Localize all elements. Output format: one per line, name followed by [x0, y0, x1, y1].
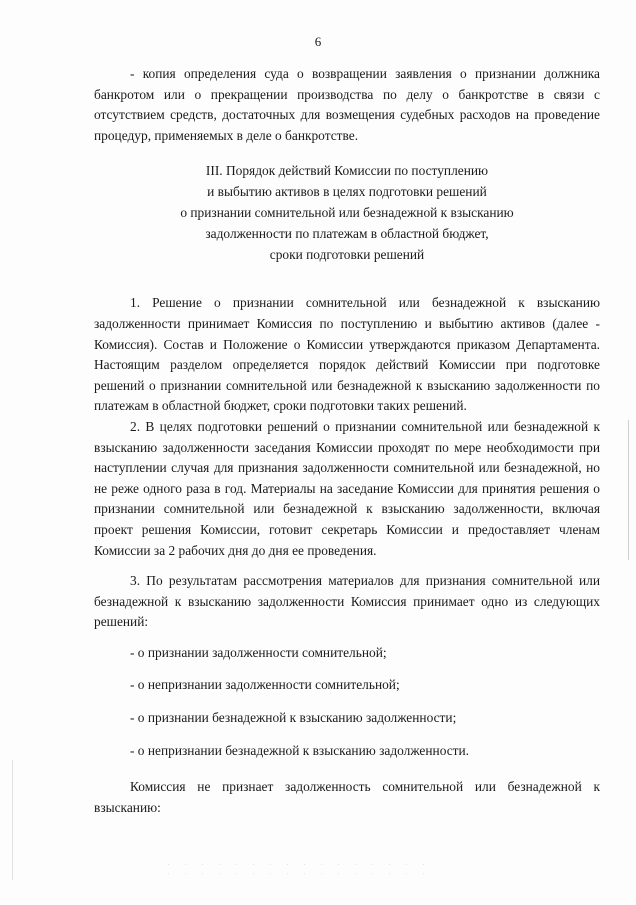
document-body [94, 64, 600, 818]
section-heading [94, 160, 600, 265]
list-item: - о признании задолженности сомнительной; [130, 644, 387, 660]
list-item: - о непризнании безнадежной к взысканию задолженности. [130, 742, 470, 758]
section-heading-line: и выбытию активов в целях подготовки решений [207, 184, 487, 200]
page-number: 6 [314, 34, 322, 49]
list-item: - о признании безнадежной к взысканию задолженности; [130, 710, 457, 726]
section-heading-line: III. Порядок действий Комиссии по поступлению [205, 163, 489, 179]
decision-list [94, 643, 600, 761]
section-heading-line: сроки подготовки решений [269, 247, 425, 263]
scan-artifact-line [12, 760, 13, 880]
closing-paragraph: Комиссия не признает задолженность сомнительной или безнадежной к взысканию: [94, 779, 600, 815]
section-heading-line: задолженности по платежам в областной бюджет, [205, 226, 489, 242]
intro-paragraph: - копия определения суда о возвращении заявления о признании должника банкротом или о прекращении производства по делу о банкротстве в связи с отсутствием средств, достаточных для возмещения судебных расходов на проведение процедур, применяемых в деле о банкротстве. [94, 66, 600, 143]
scan-noise [160, 860, 440, 880]
scan-artifact-line [628, 420, 629, 560]
section-heading-line: о признании сомнительной или безнадежной к взысканию [180, 205, 514, 221]
paragraph-1: 1. Решение о признании сомнительной или безнадежной к взысканию задолженности принимает Комиссия по поступлению и выбытию активов (далее - Комиссия). Состав и Положение о Комиссии утверждаются приказом Департамента. Настоящим разделом определяется порядок действий Комиссии при подготовке решений о признании сомнительной или безнадежной к взысканию задолженности по платежам в областной бюджет, сроки подготовки таких решений. [94, 295, 600, 414]
list-item: - о непризнании задолженности сомнительной; [130, 677, 400, 693]
paragraph-2: 2. В целях подготовки решений о признании сомнительной или безнадежной к взысканию задолженности заседания Комиссии проходят по мере необходимости при наступлении случая для признания задолженности сомнительной или безнадежной, но не реже одного раза в год. Материалы на заседание Комиссии для принятия решения о признании сомнительной или безнадежной к взысканию задолженности, включая проект решения Комиссии, готовит секретарь Комиссии и предоставляет членам Комиссии за 2 рабочих дня до дня ее проведения. [94, 418, 600, 558]
paragraph-3: 3. По результатам рассмотрения материалов для признания сомнительной или безнадежной к взысканию задолженности Комиссия принимает одно из следующих решений: [94, 573, 600, 630]
